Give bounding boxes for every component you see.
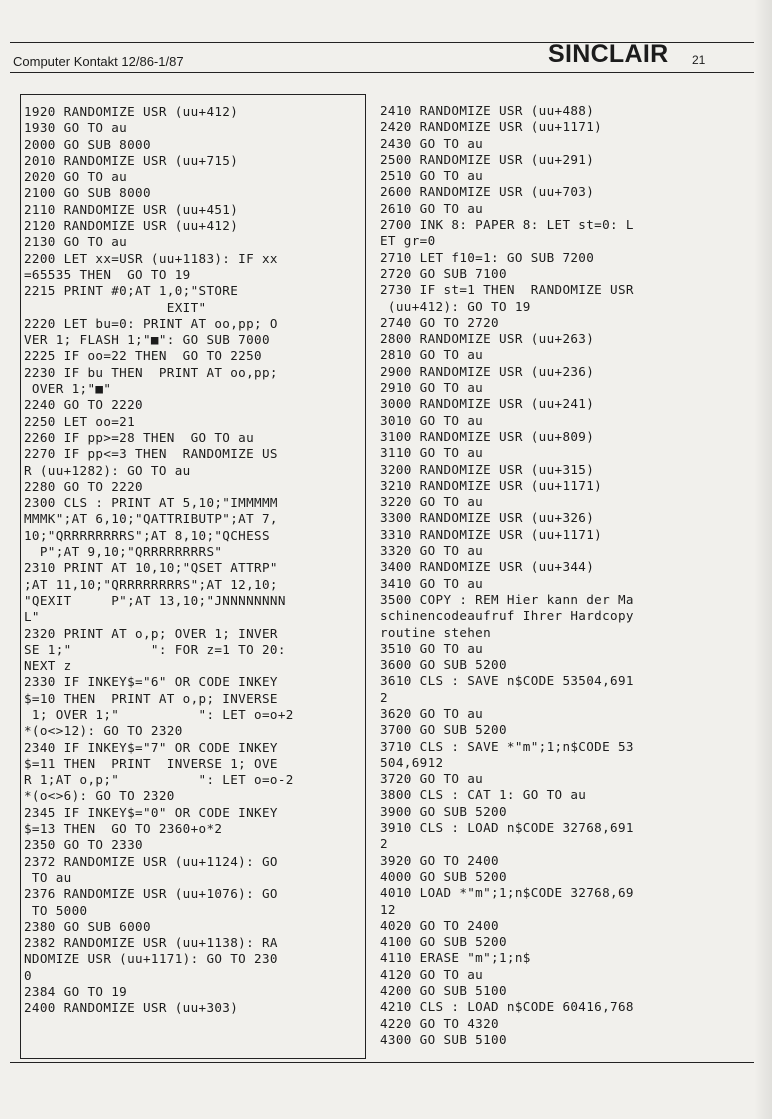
listing-line: 3400 RANDOMIZE USR (uu+344) — [380, 559, 595, 575]
listing-line: 3720 GO TO au — [380, 771, 484, 787]
listing-line: 2 — [380, 689, 388, 705]
listing-line: 2420 RANDOMIZE USR (uu+1171) — [380, 119, 603, 135]
listing-line: 3500 COPY : REM Hier kann der Ma — [380, 591, 634, 607]
listing-line: 3410 GO TO au — [380, 575, 484, 591]
listing-line: 3210 RANDOMIZE USR (uu+1171) — [380, 477, 603, 493]
listing-line: 2740 GO TO 2720 — [380, 314, 499, 330]
listing-line: 3910 CLS : LOAD n$CODE 32768,691 — [380, 820, 634, 836]
listing-line: 4010 LOAD *"m";1;n$CODE 32768,69 — [380, 885, 634, 901]
listing-line: 2000 GO SUB 8000 — [24, 136, 151, 152]
listing-line: (uu+412): GO TO 19 — [380, 298, 531, 314]
listing-line: 2720 GO SUB 7100 — [380, 265, 507, 281]
listing-line: 1930 GO TO au — [24, 120, 128, 136]
listing-line: 4000 GO SUB 5200 — [380, 868, 507, 884]
listing-line: 3610 CLS : SAVE n$CODE 53504,691 — [380, 673, 634, 689]
listing-line: 3710 CLS : SAVE *"m";1;n$CODE 53 — [380, 738, 634, 754]
header-bottom-rule — [10, 72, 754, 73]
listing-line: 2382 RANDOMIZE USR (uu+1138): RA — [24, 935, 278, 951]
listing-line: 2810 GO TO au — [380, 347, 484, 363]
listing-line: 2376 RANDOMIZE USR (uu+1076): GO — [24, 886, 278, 902]
listing-line: 3310 RANDOMIZE USR (uu+1171) — [380, 526, 603, 542]
listing-line: "QEXIT P";AT 13,10;"JNNNNNNNN — [24, 592, 286, 608]
listing-line: 2610 GO TO au — [380, 200, 484, 216]
listing-line: 4220 GO TO 4320 — [380, 1015, 499, 1031]
listing-line: $=13 THEN GO TO 2360+o*2 — [24, 821, 223, 837]
listing-line: 2300 CLS : PRINT AT 5,10;"IMMMMM — [24, 495, 278, 511]
listing-line: 2110 RANDOMIZE USR (uu+451) — [24, 201, 239, 217]
listing-line: 3100 RANDOMIZE USR (uu+809) — [380, 428, 595, 444]
listing-line: 4120 GO TO au — [380, 966, 484, 982]
listing-line: P";AT 9,10;"QRRRRRRRRS" — [24, 544, 223, 560]
listing-line: ET gr=0 — [380, 233, 436, 249]
listing-line: 3320 GO TO au — [380, 543, 484, 559]
listing-line: 2900 RANDOMIZE USR (uu+236) — [380, 363, 595, 379]
listing-line: 2120 RANDOMIZE USR (uu+412) — [24, 218, 239, 234]
listing-line: 3010 GO TO au — [380, 412, 484, 428]
listing-line: 504,6912 — [380, 754, 444, 770]
listing-line: 2220 LET bu=0: PRINT AT oo,pp; O — [24, 315, 278, 331]
listing-line: 2730 IF st=1 THEN RANDOMIZE USR — [380, 282, 634, 298]
listing-line: NDOMIZE USR (uu+1171): GO TO 230 — [24, 951, 278, 967]
listing-line: R (uu+1282): GO TO au — [24, 462, 191, 478]
listing-line: 2215 PRINT #0;AT 1,0;"STORE — [24, 283, 239, 299]
listing-line: 2384 GO TO 19 — [24, 984, 128, 1000]
listing-line: 2372 RANDOMIZE USR (uu+1124): GO — [24, 853, 278, 869]
listing-line: 3700 GO SUB 5200 — [380, 722, 507, 738]
listing-line: =65535 THEN GO TO 19 — [24, 266, 191, 282]
listing-line: 3220 GO TO au — [380, 494, 484, 510]
listing-line: 12 — [380, 901, 396, 917]
listing-line: MMMK";AT 6,10;"QATTRIBUTP";AT 7, — [24, 511, 278, 527]
listing-line: 2270 IF pp<=3 THEN RANDOMIZE US — [24, 446, 278, 462]
footer-rule — [10, 1062, 754, 1063]
listing-line: 3800 CLS : CAT 1: GO TO au — [380, 787, 587, 803]
section-brand: SINCLAIR — [548, 40, 669, 68]
listing-line: 3300 RANDOMIZE USR (uu+326) — [380, 510, 595, 526]
listing-line: 3200 RANDOMIZE USR (uu+315) — [380, 461, 595, 477]
listing-line: 3600 GO SUB 5200 — [380, 657, 507, 673]
listing-line: 4110 ERASE "m";1;n$ — [380, 950, 531, 966]
listing-line: 2410 RANDOMIZE USR (uu+488) — [380, 103, 595, 118]
listing-line: $=11 THEN PRINT INVERSE 1; OVE — [24, 755, 278, 771]
listing-line: EXIT" — [24, 299, 207, 315]
listing-line: 1; OVER 1;" ": LET o=o+2 — [24, 706, 294, 722]
listing-line: 2225 IF oo=22 THEN GO TO 2250 — [24, 348, 262, 364]
listing-line: 2280 GO TO 2220 — [24, 478, 143, 494]
listing-line: 2910 GO TO au — [380, 380, 484, 396]
listing-line: 2345 IF INKEY$="0" OR CODE INKEY — [24, 804, 278, 820]
listing-line: 4210 CLS : LOAD n$CODE 60416,768 — [380, 999, 634, 1015]
listing-line: R 1;AT o,p;" ": LET o=o-2 — [24, 772, 294, 788]
listing-line: NEXT z — [24, 658, 72, 674]
listing-line: 2100 GO SUB 8000 — [24, 185, 151, 201]
listing-line: 2130 GO TO au — [24, 234, 128, 250]
listing-line: 3920 GO TO 2400 — [380, 852, 499, 868]
listing-line: $=10 THEN PRINT AT o,p; INVERSE — [24, 690, 278, 706]
listing-line: 4020 GO TO 2400 — [380, 917, 499, 933]
listing-line: 3620 GO TO au — [380, 705, 484, 721]
listing-line: 0 — [24, 967, 32, 983]
listing-line: SE 1;" ": FOR z=1 TO 20: — [24, 641, 286, 657]
listing-line: 2310 PRINT AT 10,10;"QSET ATTRP" — [24, 560, 278, 576]
listing-line: 3110 GO TO au — [380, 445, 484, 461]
listing-line: 2340 IF INKEY$="7" OR CODE INKEY — [24, 739, 278, 755]
listing-line: *(o<>6): GO TO 2320 — [24, 788, 175, 804]
listing-line: 2710 LET f10=1: GO SUB 7200 — [380, 249, 595, 265]
listing-line: *(o<>12): GO TO 2320 — [24, 723, 183, 739]
listing-line: 2700 INK 8: PAPER 8: LET st=0: L — [380, 217, 634, 233]
page-edge-shadow — [754, 0, 772, 1119]
page-number: 21 — [692, 53, 706, 67]
listing-line: 10;"QRRRRRRRRS";AT 8,10;"QCHESS — [24, 527, 270, 543]
listing-line: ;AT 11,10;"QRRRRRRRRS";AT 12,10; — [24, 576, 278, 592]
listing-line: 2260 IF pp>=28 THEN GO TO au — [24, 429, 255, 445]
basic-listing-right-column — [380, 103, 634, 1048]
listing-line: 4200 GO SUB 5100 — [380, 983, 507, 999]
listing-line: 2430 GO TO au — [380, 135, 484, 151]
listing-line: 2010 RANDOMIZE USR (uu+715) — [24, 152, 239, 168]
listing-line: 2330 IF INKEY$="6" OR CODE INKEY — [24, 674, 278, 690]
listing-line: 2600 RANDOMIZE USR (uu+703) — [380, 184, 595, 200]
listing-line: 2500 RANDOMIZE USR (uu+291) — [380, 151, 595, 167]
publication-title: Computer Kontakt 12/86-1/87 — [13, 54, 184, 69]
listing-line: 2320 PRINT AT o,p; OVER 1; INVER — [24, 625, 278, 641]
listing-line: schinencodeaufruf Ihrer Hardcopy — [380, 608, 634, 624]
listing-line: routine stehen — [380, 624, 492, 640]
listing-line: 2230 IF bu THEN PRINT AT oo,pp; — [24, 364, 278, 380]
listing-line: 2800 RANDOMIZE USR (uu+263) — [380, 331, 595, 347]
listing-line: 2380 GO SUB 6000 — [24, 918, 151, 934]
listing-line: 2350 GO TO 2330 — [24, 837, 143, 853]
listing-line: 2200 LET xx=USR (uu+1183): IF xx — [24, 250, 278, 266]
listing-line: 2 — [380, 836, 388, 852]
listing-line: VER 1; FLASH 1;"■": GO SUB 7000 — [24, 332, 270, 348]
listing-line: 2400 RANDOMIZE USR (uu+303) — [24, 1000, 239, 1016]
listing-line: L" — [24, 609, 40, 625]
listing-line: 4300 GO SUB 5100 — [380, 1031, 507, 1047]
listing-line: 4100 GO SUB 5200 — [380, 934, 507, 950]
listing-line: 2510 GO TO au — [380, 168, 484, 184]
listing-line: 2020 GO TO au — [24, 169, 128, 185]
listing-line: 2250 LET oo=21 — [24, 413, 136, 429]
listing-line: OVER 1;"■" — [24, 381, 112, 397]
listing-line: 1920 RANDOMIZE USR (uu+412) — [24, 104, 239, 119]
listing-line: TO au — [24, 869, 72, 885]
listing-line: 3510 GO TO au — [380, 640, 484, 656]
listing-line: 2240 GO TO 2220 — [24, 397, 143, 413]
basic-listing-left-column — [24, 104, 294, 1017]
listing-line: TO 5000 — [24, 902, 88, 918]
listing-line: 3900 GO SUB 5200 — [380, 803, 507, 819]
listing-line: 3000 RANDOMIZE USR (uu+241) — [380, 396, 595, 412]
